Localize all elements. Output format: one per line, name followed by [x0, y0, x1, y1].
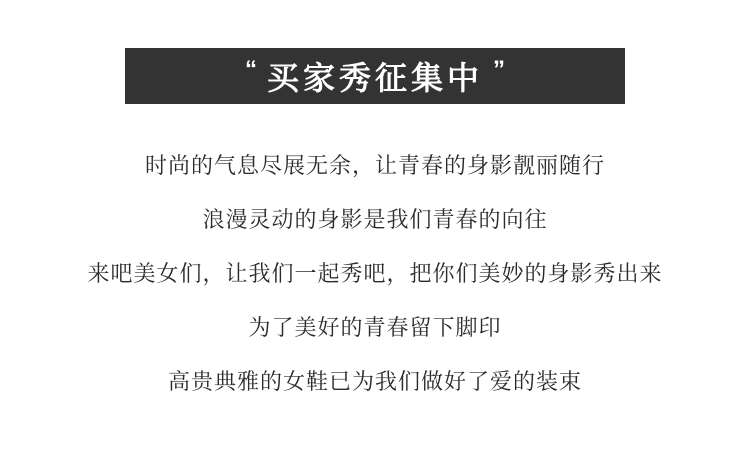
- page-title: 买家秀征集中: [266, 60, 483, 96]
- body-line: 为了美好的青春留下脚印: [248, 314, 502, 340]
- banner-container: [0, 48, 750, 104]
- body-line: 高贵典雅的女鞋已为我们做好了爱的装束: [167, 368, 582, 394]
- headline-banner: [125, 48, 625, 104]
- body-text-block: [0, 150, 750, 397]
- body-line: 时尚的气息尽展无余，让青春的身影靓丽随行: [144, 153, 605, 178]
- close-quote-icon: ”: [493, 56, 505, 83]
- body-line: 浪漫灵动的身影是我们青春的向往: [202, 206, 548, 232]
- open-quote-icon: “: [244, 56, 257, 83]
- body-line: 来吧美女们，让我们一起秀吧，把你们美妙的身影秀出来: [87, 260, 663, 286]
